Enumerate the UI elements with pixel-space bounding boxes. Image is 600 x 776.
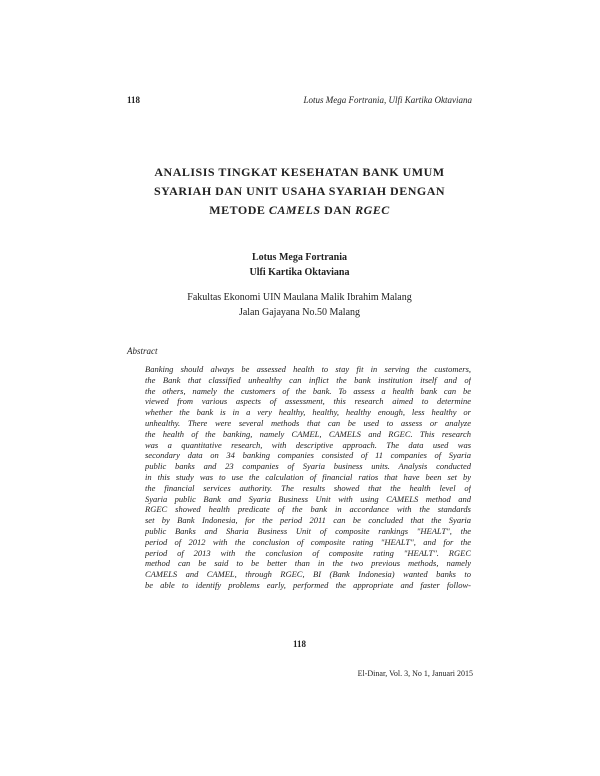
journal-citation: El-Dinar, Vol. 3, No 1, Januari 2015 [357, 669, 473, 678]
abstract-line: Syaria public Bank and Syaria Business Unit with using CAMELS method and [145, 493, 471, 504]
abstract-line: viewed from various aspects of assessment, this research aimed to determine [145, 396, 471, 407]
title-line-3 [127, 201, 472, 220]
abstract-line: the Bank that classified unhealthy can inflict the bank institution itself and of [145, 374, 471, 385]
affiliation [127, 290, 472, 320]
title-line-3-prefix: METODE [209, 203, 269, 217]
title-rgec: RGEC [355, 203, 390, 217]
abstract-line: period of 2012 with the conclusion of composite rating "HEALT", and for the [145, 536, 471, 547]
title-line-3-mid: DAN [320, 203, 356, 217]
footer-page-number: 118 [292, 639, 306, 649]
abstract-heading: Abstract [127, 346, 158, 356]
abstract-line: in this study was to use the calculation of financial ratios that have been set by [145, 471, 471, 482]
running-header-authors: Lotus Mega Fortrania, Ulfi Kartika Oktaviana [303, 95, 472, 105]
abstract-line: secondary data on 34 banking companies consisted of 11 companies of Syaria [145, 450, 471, 461]
abstract-line: whether the bank is in a very healthy, healthy, healthy enough, less healthy or [145, 407, 471, 418]
abstract-line: Banking should always be assessed health to stay fit in serving the customers, [145, 364, 471, 374]
abstract-line: the financial services authority. The results showed that the health level of [145, 482, 471, 493]
title-line-1: ANALISIS TINGKAT KESEHATAN BANK UMUM [154, 165, 445, 179]
title-line-2: SYARIAH DAN UNIT USAHA SYARIAH DENGAN [153, 184, 446, 198]
abstract-line: unhealthy. There were several methods that can be used to assess or analyze [145, 417, 471, 428]
abstract-line: method can be said to be better than in the two previous methods, namely [145, 558, 471, 569]
abstract-line: set by Bank Indonesia, for the period 2011 can be concluded that the Syaria [145, 515, 471, 526]
header-page-number: 118 [127, 95, 141, 105]
author-name: Lotus Mega Fortrania [252, 252, 347, 263]
paper-title [127, 163, 472, 220]
abstract-line: period of 2013 with the conclusion of composite rating "HEALT". RGEC [145, 547, 471, 558]
affiliation-line: Jalan Gajayana No.50 Malang [238, 307, 361, 318]
abstract-line: public banks and 23 companies of Syaria business units. Analysis conducted [145, 461, 471, 472]
abstract-body [145, 364, 471, 591]
author-name: Ulfi Kartika Oktaviana [249, 267, 350, 278]
abstract-line: RGEC showed health predicate of the bank in accordance with the standards [145, 504, 471, 515]
author-list [127, 250, 472, 280]
abstract-line: public Banks and Sharia Business Unit of composite rankings "HEALT", the [145, 525, 471, 536]
abstract-line: the health of the banking, namely CAMEL, CAMELS and RGEC. This research [145, 428, 471, 439]
title-camels: CAMELS [268, 203, 321, 217]
abstract-line: be able to identify problems early, performed the appropriate and faster follow- [145, 579, 471, 590]
abstract-line: was a quantitative research, with descriptive approach. The data used was [145, 439, 471, 450]
affiliation-line: Fakultas Ekonomi UIN Maulana Malik Ibrahim Malang [187, 292, 412, 303]
abstract-line: CAMELS and CAMEL, through RGEC, BI (Bank Indonesia) wanted banks to [145, 569, 471, 580]
abstract-line: the others, namely the customers of the bank. To assess a health bank can be [145, 385, 471, 396]
